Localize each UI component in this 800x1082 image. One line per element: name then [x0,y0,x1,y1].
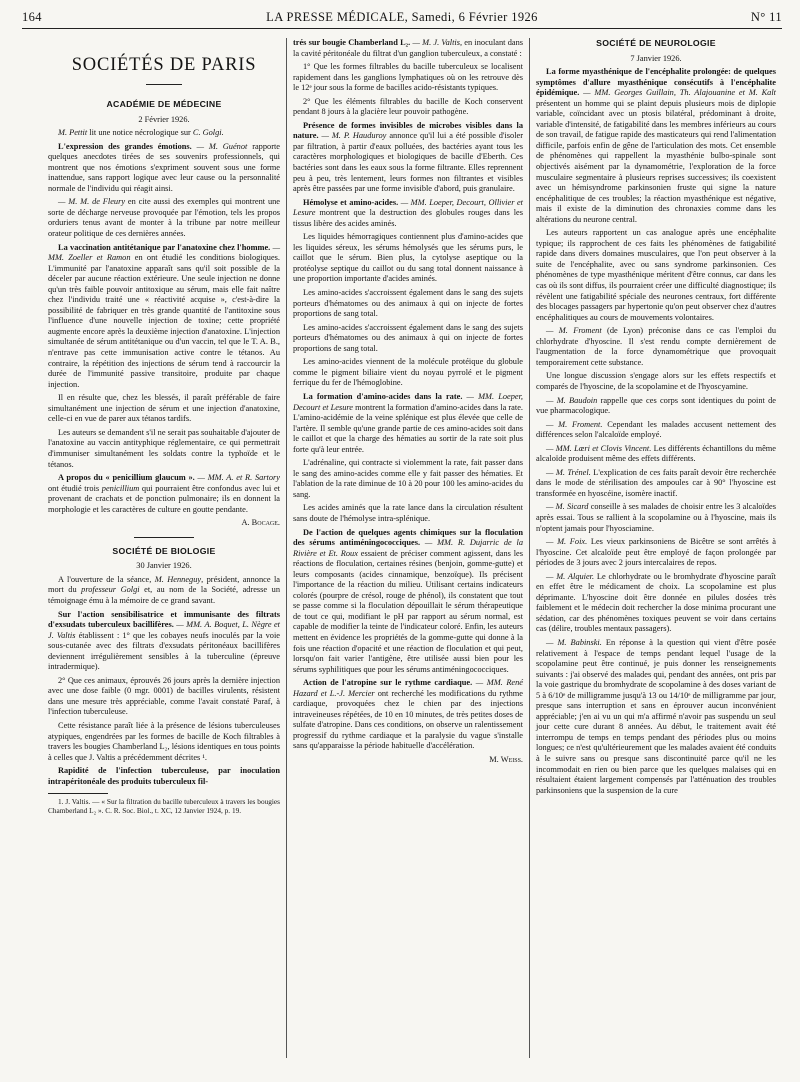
article-title: La formation d'amino-acides dans la rate. [303,391,463,401]
paragraph: Les liquides hémorragiques contiennent plus d'amino-acides que les liquides séreux, les sérums hémolysés que les sérums purs, le caillot que le sérum. Bien plus, la cytolyse aseptique ou la protéolyse septique du caillot ou du sang total donnent naissance à une proportion importante d'acides aminés. [293,232,523,284]
author: — M. Guénot [191,141,248,151]
page-header [22,8,782,29]
biologie-heading: SOCIÉTÉ DE BIOLOGIE [112,545,216,556]
paragraph: Sur l'action sensibilisatrice et immunisante des filtrats d'exsudats tuberculeux bacillifères. — MM. A. Boquet, L. Nègre et J. Valtis établissent : 1° que les cobayes neufs inoculés par la voie sous-cutanée avec des filtrats d'exsudats péritonéaux bacillifères deviennent irrégulièrement sensibles à la tuberculine (épreuve intradermique). [48,609,280,672]
paragraph: — M. Sicard conseille à ses malades de choisir entre les 3 alcaloïdes après essai. Tous se rallient à la scopolamine ou à l'hyoscine, mais ils n'optent jamais pour l'hyosciamine. [536,502,776,533]
paragraph [48,766,280,787]
paragraph: Une longue discussion s'engage alors sur les effets respectifs et comparés de l'hyoscine, de la scopolamine et de l'hyoscyamine. [536,371,776,391]
paragraph: — M. Babinski. En réponse à la question qui vient d'être posée relativement à l'espace de temps pendant lequel l'usage de la scopolamine peut être continué, je puis donner les renseignements suivants : j'ai observé des malades qui, pendant des années, ont pris par la voie gastrique du bromhydrate de scopolamine à des doses variant de 5 à 6/10ᵉ de milligramme jusqu'à 13 ou 14/10ᵉ de milligramme par jour, presque sans interruption et sans en éprouver aucun inconvénient appréciable; j'en ai vu un qui m'a affirmé n'avoir pas suspendu un seul jour cette cure durant 8 années. Au début, le traitement avait été interrompu de temps en temps pendant des périodes plus ou moins longues; ce n'est qu'ultérieurement que les malades avaient été conduits à le suivre sans ou presque sans discontinuité parce qu'il ne les incommodait en rien ou bien parce que les quelques malaises qui en résultaient étaient largement compensés par l'atténuation des troubles parkinsoniens que la suspension de la cure [536,637,776,795]
paragraph: L'expression des grandes émotions. — M. Guénot rapporte quelques anecdotes tirées de ses souvenirs professionnels, qui montrent que nos émotions s'expriment souvent sous une forme inattendue, sans rapport logique avec leur cause ou la personnalité normale de l'individu qui réagit ainsi. [48,141,280,193]
article-title: trés sur bougie Chamberland L₂. [293,38,411,47]
paragraph: La vaccination antitétanique par l'anatoxine chez l'homme. — MM. Zoeller et Ramon en ont étudié les conditions biologiques. L'immunité par l'anatoxine apparaît sans qu'il soit possible de la déceler par aucune réaction extérieure. Une seule injection ne donne qu'un très faible pouvoir antitoxique au sérum, mais elle fait naître chez l'individu traité une « réactivité acquise », c'est-à-dire la possibilité de fabriquer en très grande quantité de l'antitoxine sous l'influence d'une nouvelle injection de toxine; cette propriété augmente encore après la deuxième injection d'anatoxine. L'injection simultanée de sérum antitétanique ou d'un vaccin, tel que le T. A. B., n'entrave pas cette immunisation active contre le tétanos. Au contraire, la répétition des injections de sérum tend à raccourcir la durée de l'immunité passive transitoire, produite par chaque injection. [48,242,280,389]
section-divider [134,537,194,538]
paragraph: — M. Baudoin rappelle que ces corps sont identiques du point de vue pharmacologique. [536,395,777,416]
academie-heading: ACADÉMIE DE MÉDECINE [106,99,222,109]
author: — MM. Lœri et Clovis Vincent. [546,443,652,453]
author: M. Pettit [58,128,88,138]
author: — MM. Zoeller et Ramon [48,242,280,263]
author: — MM. René Hazard et L.-J. Mercier [293,678,523,698]
paragraph: Cette résistance paraît liée à la présence de lésions tuberculeuses atypiques, engendrées par les formes de bacille de Koch filtrables à travers les bougies Chamberland L₂, lésions identiques en tous points à celles que J. Valtis a précédemment décrites ¹. [48,720,280,762]
footnote-divider [48,793,108,794]
paragraph: — M. Foix. Les vieux parkinsoniens de Bicêtre se sont arrêtés à l'hyoscine. Cet alcaloïde peut être employé de façon prolongée par périodes de 3 jours avec 2 jours intercalaires de repos. [536,537,776,568]
paragraph: — M. M. de Fleury en cite aussi des exemples qui montrent une sorte de décharge nerveuse provoquée par l'émotion, tels les propos orduriers tenus avant de monter à la tribune par notre meilleur orateur politique de ces dernières années. [48,197,280,239]
column-middle [293,38,523,769]
author: — M. P. Hauduroy [318,131,387,141]
column-divider [286,38,287,1058]
author: — MM. A. Boquet, L. Nègre et J. Valtis [48,620,280,640]
author: — MM. A. et R. Sartory [194,473,280,483]
author: — MM. Loeper, Decourt et Lesure [293,391,523,412]
journal-title: LA PRESSE MÉDICALE, Samedi, 6 Février 1926 [266,10,538,24]
page-number: 164 [22,10,42,24]
author: — M. Froment [546,326,602,336]
article-title: A propos du « penicillium glaucum ». [58,473,195,483]
paragraph: Les amino-acides s'accroissent également dans le sang des sujets porteurs d'hématomes ou des animaux à qui on injecte de fortes proportions de sang total. [293,288,523,319]
signature: M. Weiss. [489,755,523,764]
author: — M. M. de Fleury [58,197,126,207]
paragraph: 2° Que les éléments filtrables du bacille de Koch conservent pendant 8 jours à la glacière leur pouvoir pathogène. [293,96,523,117]
author: — MM. Georges Guillain, Th. Alajouanine et M. Kalt [579,88,776,98]
paragraph: — M. Froment (de Lyon) préconise dans ce cas l'emploi du chlorhydrate d'hyoscine. Il s'est rendu compte dernièrement de l'augmentation de la force dynamométrique que provoquait temporairement cette substance. [536,326,776,367]
paragraph: — M. Froment. Cependant les malades accusent nettement des différences selon l'alcaloïde employé. [536,419,776,440]
paragraph: — MM. Lœri et Clovis Vincent. Les différents échantillons du même alcaloïde produisent même des effets différents. [536,443,776,464]
paragraph: Action de l'atropine sur le rythme cardiaque. — MM. René Hazard et L.-J. Mercier ont recherché les modifications du rythme cardiaque, provoquées chez le chien par des injections intraveineuses répétées, de 10 en 10 minutes, de très petites doses de sulfate d'atropine. Dans ces conditions, on observe un ralentissement progressif du rythme cardiaque et la paralysie du vague s'installe sans qu'apparaisse la période habituelle d'accélération. [293,678,523,751]
paragraph: 2° Que ces animaux, éprouvés 26 jours après la dernière injection avec une dose faible (0 mgr. 0001) de bacilles virulents, résistent dans une mesure très appréciable, comme l'avait constaté Paraf, à l'infection tuberculeuse. [48,675,280,717]
paragraph: M. Pettit lit une notice nécrologique sur C. Golgi. [58,128,224,138]
author: — M. Trénel. [546,467,591,477]
author: — MM. R. Dujarric de la Rivière et Et. Roux [293,538,523,558]
article-title: Rapidité de l'infection tuberculeuse, par inoculation intrapéritonéale des produits tuberculeux fil- [48,766,280,786]
paragraph: — M. Trénel. L'explication de ces faits paraît devoir être recherchée dans le mode de stérilisation des ampoules car à 90° l'hyoscine est transformée en hyoscéine, isomère inactif. [536,467,776,498]
paragraph: Les auteurs se demandent s'il ne serait pas souhaitable d'ajouter de l'anatoxine au vaccin antityphique réglementaire, ce qui permettrait d'immuniser simultanément les soldats contre la typhoïde et le tétanos. [48,427,280,469]
footnote: 1. J. Valtis. — « Sur la filtration du bacille tuberculeux à travers les bougies Chamberland L₂ ». C. R. Soc. Biol., t. XC, 12 Janvier 1924, p. 19. [48,797,280,816]
paragraph: De l'action de quelques agents chimiques sur la floculation des sérums antiméningococciques. — MM. R. Dujarric de la Rivière et Et. Roux essaient de préciser comment agissent, dans les réactions de floculation, certaines résines (benjoin, gomme-gutte) et leurs composants (acides cinnamique, benzoïque). Ils précisent l'importance de la réaction du milieu. Utilisant certains indicateurs colorés (pourpre de crésol, rouge de phénol), ils constatent que tout se passe comme si la floculation dépouillait le sérum thérapeutique de tout ce qui, modifiant le pH par rapport au sérum normal, est capable de modifier la teinte de l'indicateur coloré. Enfin, les auteurs mettent en évidence les propriétés de la gomme-gutte qui donne à la fois une réaction d'opacité et une réaction de floculation et qui peut, lorsqu'on fait varier l'antigène, être utilisée aussi bien pour les sérums syphilitiques que pour les sérums antiméningococciques. [293,527,523,674]
paragraph: Les acides aminés que la rate lance dans la circulation résultent sans doute de l'hémolyse intra-splénique. [293,503,523,523]
author: — M. Froment. [546,419,603,429]
paragraph: La forme myasthénique de l'encéphalite prolongée: de quelques symptômes d'allure myasthénique consécutifs à l'encéphalite épidémique. — MM. Georges Guillain, Th. Alajouanine et M. Kalt présentent un homme qui se plaint depuis plusieurs mois de diplopie variable, coïncidant avec un ptosis bilatéral, prédominant à droite, variable d'intensité, de fatigabilité dans les membres inférieurs au cours de son travail, de fatigue rapide des masticateurs qui rend l'alimentation difficile, parfois enfin de gêne de l'articulation des mots. Cet ensemble de phénomènes qui rappellent la myasthénie bulbo-spinale sont objectivés aisément par la dynamométrie, l'exploration de la force musculaire segmentaire à plusieurs reprises successives; ils coexistent avec un hémisyndrome parkinsonien fruste qui signe la nature encéphalitique de ces troubles; la réaction myasthénique est négative, mais il existe de la diminution des chronaxies comme dans les altérations du neurone central. [536,67,776,224]
paragraph: Il en résulte que, chez les blessés, il paraît préférable de faire simultanément une injection de sérum et une injection d'anatoxine, celle-ci en vue de parer aux tétanos tardifs. [48,393,280,424]
author: — M. J. Valtis, [410,38,463,47]
paragraph: Les amino-acides s'accroissent également dans le sang des sujets porteurs d'hématomes ou des animaux à qui on injecte de fortes proportions de sang total. [293,322,523,353]
author: — M. Sicard [546,502,589,512]
column-right [536,38,776,799]
author: — MM. Loeper, Decourt, Ollivier et Lesure [293,197,523,218]
article-title: De l'action de quelques agents chimiques sur la floculation des sérums antiméningococciques. [293,527,523,548]
column-left [48,38,280,818]
article-title: L'expression des grandes émotions. [58,141,192,151]
paragraph: Les auteurs rapportent un cas analogue après une encéphalite typique; ils rapprochent de ces faits les phénomènes de fatigabilité rapide dans divers domaines musculaires, que l'on peut observer à la suite de l'encéphalite, avec ou sans syndrome parkinsonien. Ces phénomènes de type myasthénique méritent d'être connus, car dans les cas où ils sont diffus, ils pourraient créer une difficulté diagnostique; ils révèlent une fatigabilité spéciale des neurones centraux, fort différente des blocages passagers par hypertonie qu'on peut observer chez d'autres encéphalitiques au cours de mouvements volontaires. [536,228,776,322]
author: — M. Alquier. [546,571,595,581]
paragraph: L'adrénaline, qui contracte si violemment la rate, fait passer dans le sang des amino-acides comme elle y fait passer des hématies. Et l'ablation de la rate diminue de 10 à 20 pour 100 les amino-acides du sang. [293,458,523,499]
article-title: La vaccination antitétanique par l'anatoxine chez l'homme. [58,242,271,252]
paragraph: — M. Alquier. Le chlorhydrate ou le bromhydrate d'hyoscine paraît en effet être le médicament de choix. La scopolamine est plus déprimante. L'hyoscine doit être donnée en pilules dosées très faiblement et le médecin doit rechercher la dose minima procurant une sédation, car des phénomènes toxiques peuvent se voir dans certains cas (délire, troubles mentaux passagers). [536,571,777,634]
paragraph: Les amino-acides viennent de la molécule protéique du globule comme le pigment biliaire vient du noyau pyrrolé et le pigment ferrique du fer de l'hémoglobine. [293,357,523,388]
author: M. Henneguy [154,574,202,584]
article-title: La forme myasthénique de l'encéphalite prolongée: de quelques symptômes d'allure myasthénique consécutifs à l'encéphalite épidémique. [536,67,776,98]
author: — M. Foix. [546,537,588,547]
article-title: Présence de formes invisibles de microbes visibles dans la nature. [293,120,523,141]
academie-date: 2 Février 1926. [138,114,190,124]
title-divider [146,84,182,85]
neurologie-date: 7 Janvier 1926. [630,53,682,63]
section-title: SOCIÉTÉS DE PARIS [71,55,257,75]
article-title: Sur l'action sensibilisatrice et immunisante des filtrats d'exsudats tuberculeux bacillifères. [48,609,280,630]
paragraph: 1° Que les formes filtrables du bacille tuberculeux se localisent rapidement dans les ganglions lymphatiques où on les retrouve dès le 12ᵉ jour sous la forme de bacilles acido-résistants typiques. [293,62,523,93]
author: — M. Baudoin [546,395,598,405]
paragraph: La formation d'amino-acides dans la rate. — MM. Loeper, Decourt et Lesure montrent la formation d'amino-acides dans la rate. L'amino-acidémie de la veine splénique est plus élevée que celle de l'artère. Il semble qu'une grande partie de ces amino-acides soit dans le caillot et que la charge des hématies au sortir de la rate soit plus forte qu'à leur entrée. [293,391,523,454]
article-title: Action de l'atropine sur le rythme cardiaque. [303,678,473,688]
article-title: Hémolyse et amino-acides. [303,197,399,207]
paragraph: Présence de formes invisibles de microbes visibles dans la nature. — M. P. Hauduroy annonce qu'il lui a été possible d'isoler par filtration, à partir d'eaux polluées, des bactéries ayant tous les caractères morphologiques et biologiques de bacille d'Eberth. Ces bactéries sont dans les eaux sous la forme filtrante. Elles reprennent peu à peu, très lentement, leurs formes non filtrantes et visibles après être passées par une forme invisible d'abord, puis granulaire. [293,120,523,194]
column-divider [529,38,530,1058]
signature: A. Bocage. [241,518,280,528]
biologie-date: 30 Janvier 1926. [136,561,192,571]
paragraph: A l'ouverture de la séance, M. Henneguy, président, annonce la mort du professeur Golgi et, au nom de la Société, adresse un témoignage ému à la mémoire de ce grand savant. [48,574,280,605]
paragraph: Hémolyse et amino-acides. — MM. Loeper, Decourt, Ollivier et Lesure montrent que la destruction des globules rouges dans les tissus libère des acides aminés. [293,197,523,228]
paragraph: A propos du « penicillium glaucum ». — MM. A. et R. Sartory ont étudié trois penicillium qui pourraient être confondus avec lui et provenant de crachats et de ponction pulmonaire; ils en donnent la morphologie et les caractères de culture en goutte pendante. [48,473,281,514]
paragraph: trés sur bougie Chamberland L₂. — M. J. Valtis, en inoculant dans la cavité péritonéale du filtrat d'un ganglion tuberculeux, a constaté : [293,38,523,58]
issue-number: N° 11 [750,10,782,24]
author: — M. Babinski. [546,637,602,647]
neurologie-heading: SOCIÉTÉ DE NEUROLOGIE [596,38,716,48]
